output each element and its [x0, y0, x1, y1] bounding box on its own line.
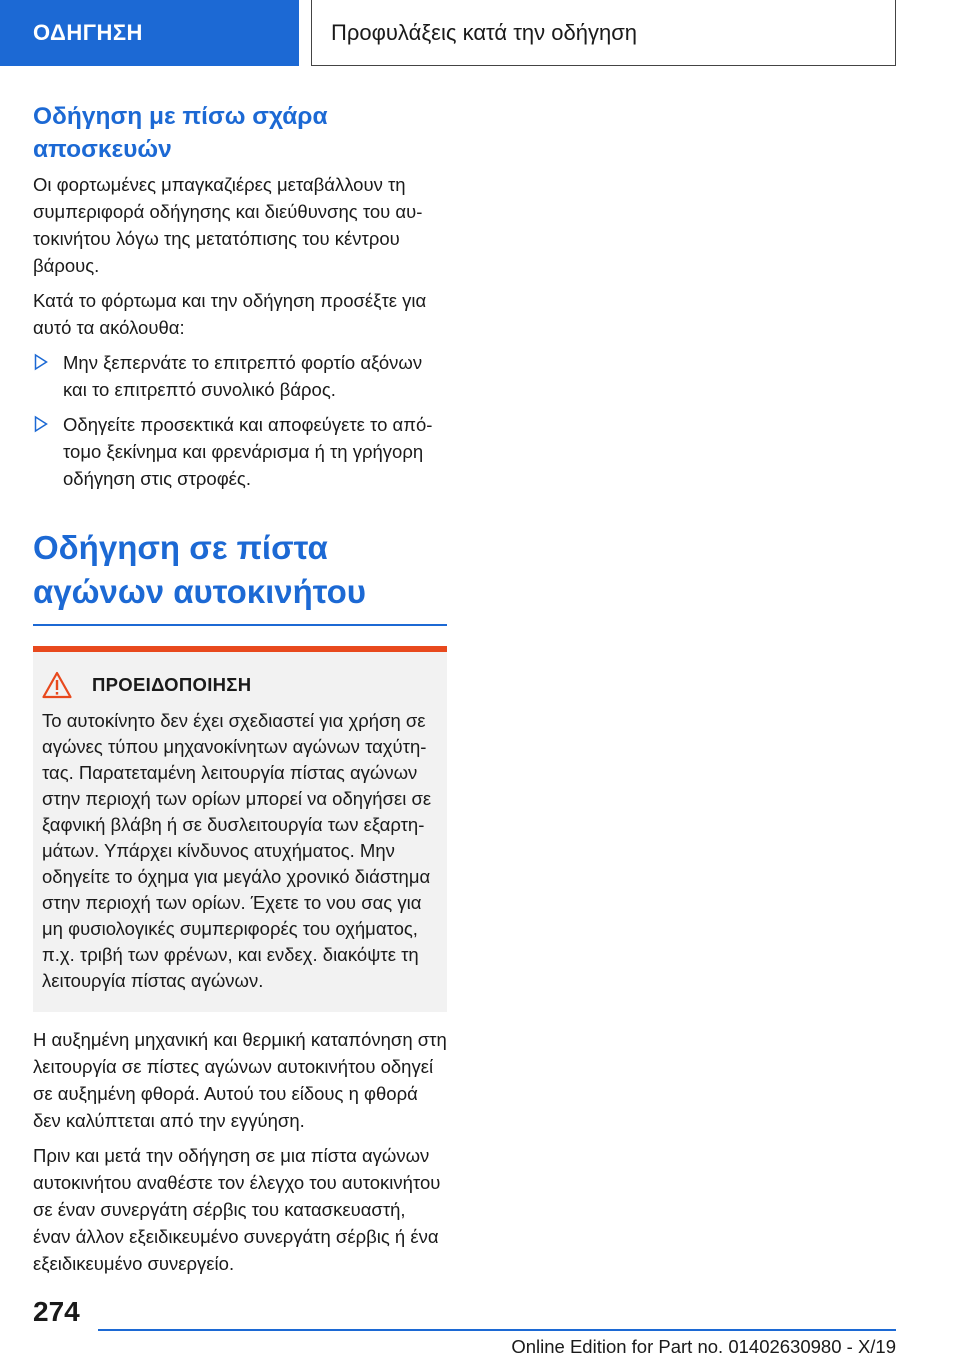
page-content	[33, 100, 447, 1277]
warning-text: Το αυτοκίνητο δεν έχει σχεδιαστεί για χρήση σε αγώνες τύπου μηχανοκίνητων αγώνων ταχύτητας. Παρατεταμένη λειτουργία πίστας αγώνων στην περιοχή των ορίων μπορεί να οδηγήσει σε ξαφνική βλάβη ή σε δυσλειτουργία των εξαρτημάτων. Υπάρχει κίνδυνος ατυχήματος. Μην οδηγείτε το όχημα για μεγάλο χρονικό διάστημα στην περιοχή των ορίων. Έχετε το νου σας για μη φυσιολογικές συμπεριφορές του οχήματος, π.χ. τριβή των φρένων, και ενδεχ. διακόψτε τη λειτουργία πίστας αγώνων.	[42, 709, 432, 991]
header-section-label: ΟΔΗΓΗΣΗ	[0, 0, 299, 66]
header-chapter-title: Προφυλάξεις κατά την οδήγηση	[311, 0, 896, 66]
heading-divider	[33, 624, 447, 626]
list-item	[33, 349, 447, 403]
paragraph: Η αυξημένη μηχανική και θερμική καταπόνηση στη λειτουργία σε πίστες αγώνων αυτοκινήτου οδηγεί σε αυξημένη φθορά. Αυτού του είδους η φθορά δεν καλύπτεται από την εγγύηση.	[33, 1028, 447, 1131]
footer-divider	[98, 1329, 896, 1331]
list-item	[33, 411, 447, 492]
bullet-list	[33, 349, 447, 492]
section-heading-roof-rack: Οδήγηση με πίσω σχάρα αποσκευών	[33, 103, 328, 163]
warning-header	[42, 670, 438, 700]
list-item-text: Οδηγείτε προσεκτικά και αποφεύγετε το απότομο ξεκίνημα και φρενάρισμα ή τη γρήγορη οδήγηση στις στροφές.	[63, 414, 433, 489]
triangle-right-icon	[34, 415, 48, 433]
warning-title: ΠΡΟΕΙΔΟΠΟΙΗΣΗ	[92, 673, 252, 695]
paragraph: Οι φορτωμένες μπαγκαζιέρες μεταβάλλουν τη συμπεριφορά οδήγησης και διεύθυνσης του αυτοκινήτου λόγω της μετατόπισης του κέντρου βάρους.	[33, 174, 423, 276]
warning-triangle-icon	[42, 671, 72, 699]
triangle-right-icon	[34, 353, 48, 371]
footer-edition-text: Online Edition for Part no. 01402630980 - X/19	[511, 1336, 896, 1357]
paragraph: Πριν και μετά την οδήγηση σε μια πίστα αγώνων αυτοκινήτου αναθέστε τον έλεγχο του αυτοκινήτου σε έναν συνεργάτη σέρβις του κατασκευαστή, έναν άλλον εξειδικευμένο συνεργάτη σέρβις ή ένα εξειδικευμένο συνεργείο.	[33, 1144, 441, 1274]
page-header	[0, 0, 960, 66]
section-heading-race-track: Οδήγηση σε πίστα αγώνων αυτοκινήτου	[33, 529, 366, 610]
warning-box	[33, 646, 447, 1012]
paragraph: Κατά το φόρτωμα και την οδήγηση προσέξτε για αυτό τα ακόλουθα:	[33, 290, 427, 338]
list-item-text: Μην ξεπερνάτε το επιτρεπτό φορτίο αξόνων και το επιτρεπτό συνολικό βάρος.	[63, 352, 423, 400]
page-number: 274	[33, 1296, 80, 1327]
